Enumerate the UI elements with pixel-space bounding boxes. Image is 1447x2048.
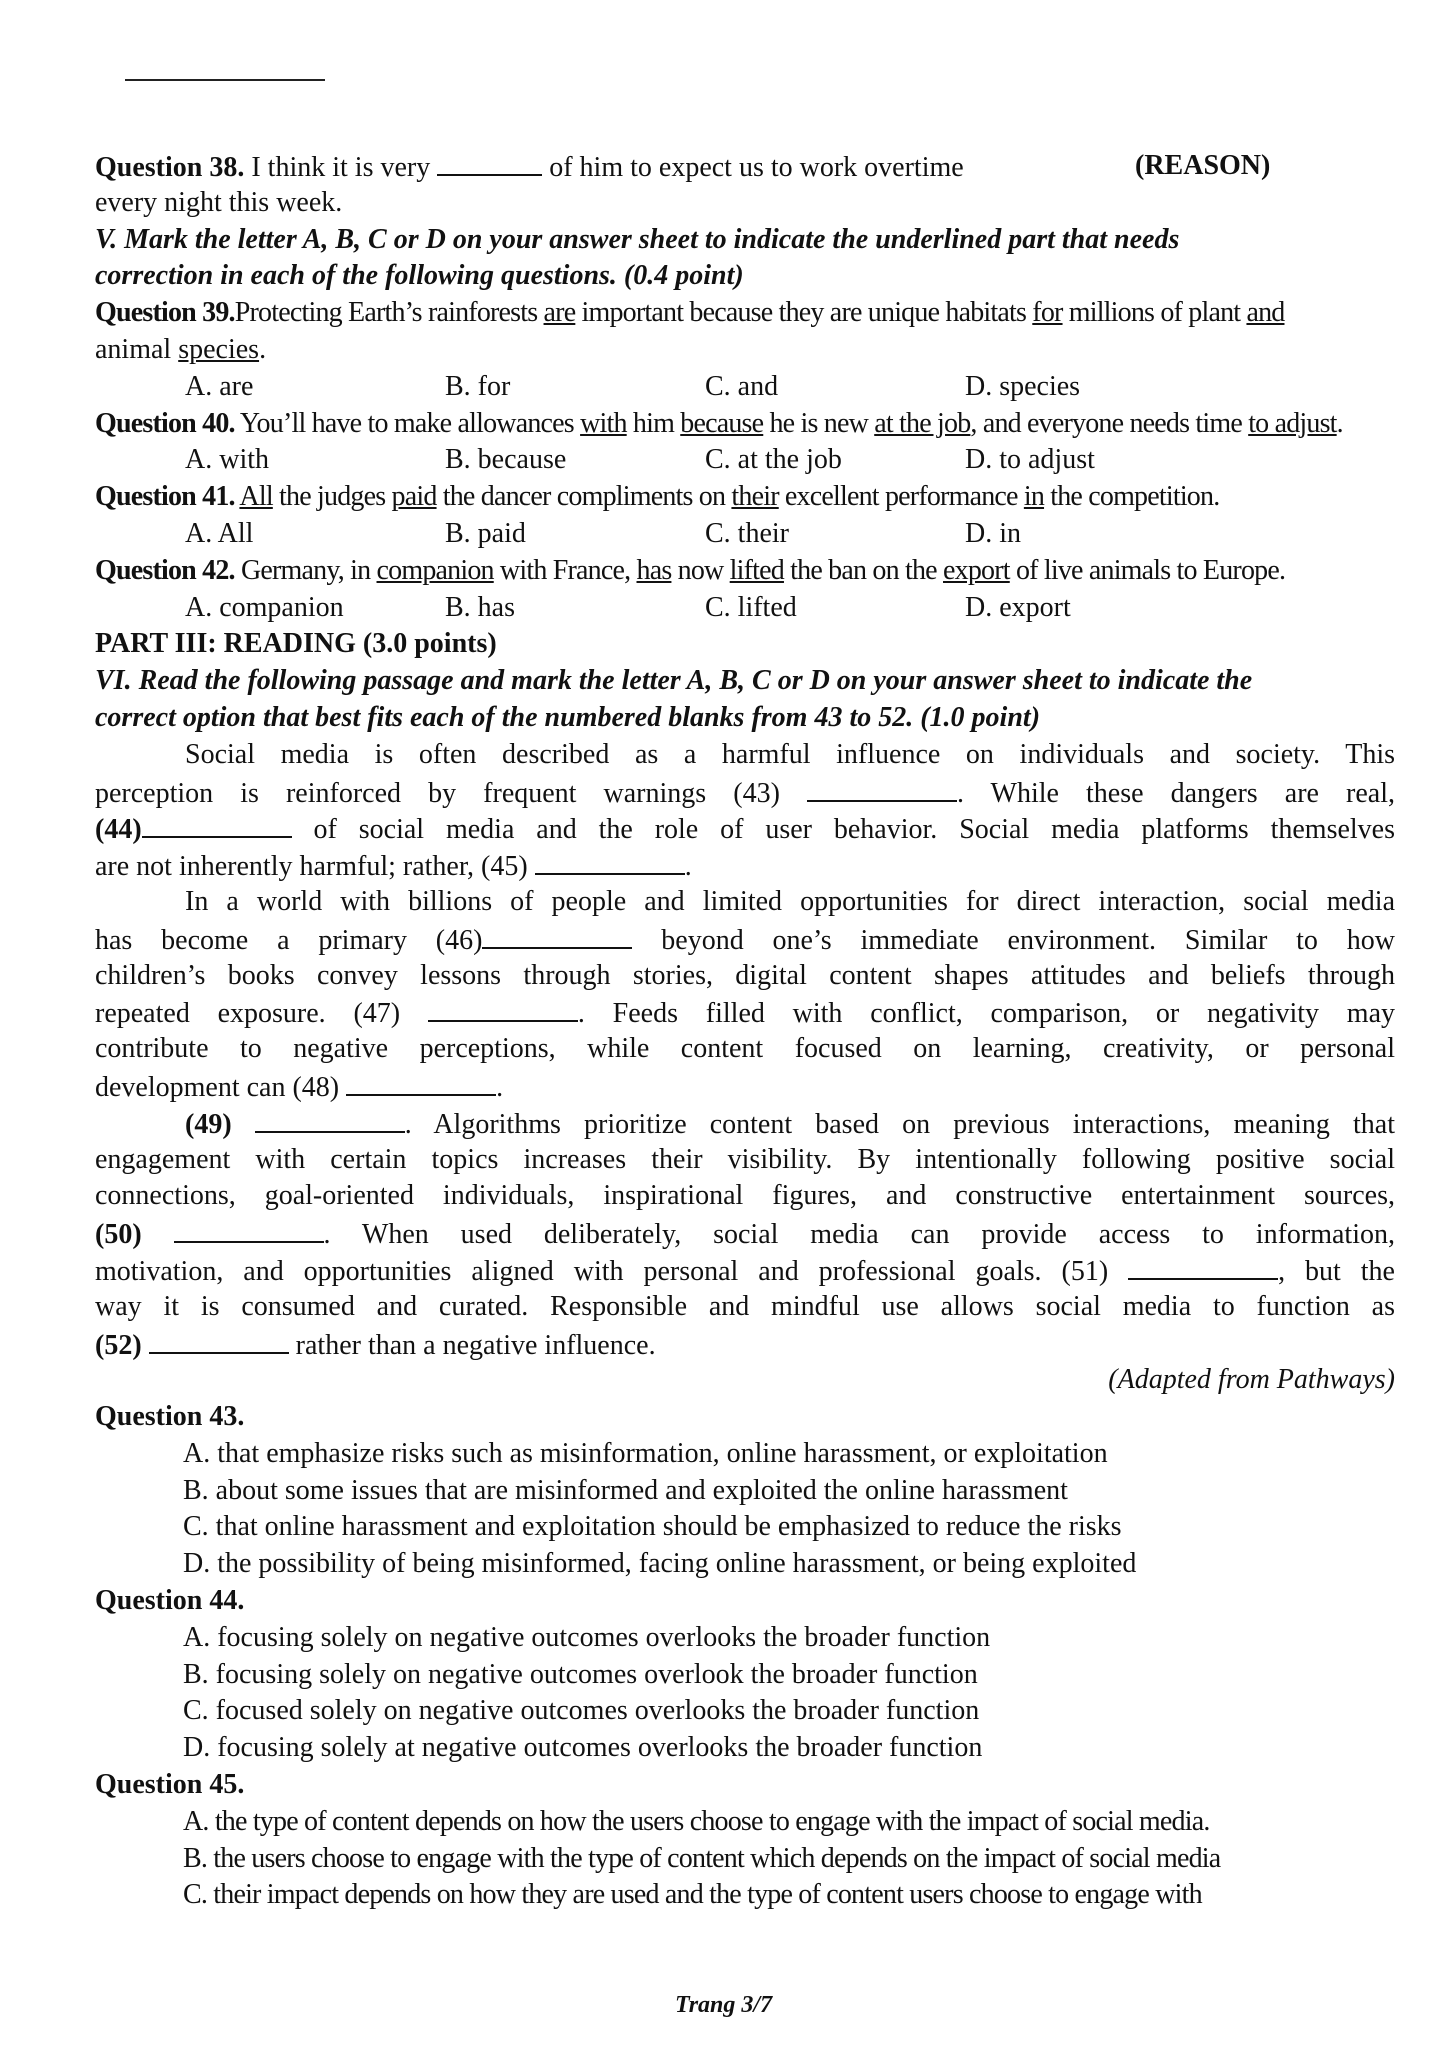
question-42-line (95, 553, 1395, 590)
passage-text: has become a primary (46) (95, 924, 483, 956)
q42-text: of live animals to Europe. (1009, 554, 1286, 586)
option-d[interactable]: D. focusing solely at negative outcomes overlooks the broader function (183, 1732, 983, 1764)
option-a[interactable]: A. are (185, 370, 254, 402)
q39-text: . (259, 333, 267, 365)
q40-underline-d: to adjust (1248, 407, 1337, 439)
word-form-hint: (REASON) (1135, 150, 1271, 181)
option-a[interactable]: A. the type of content depends on how the users choose to engage with the impact of social media. (183, 1805, 1210, 1837)
option-a[interactable]: A. that emphasize risks such as misinformation, online harassment, or exploitation (183, 1437, 1108, 1469)
section-6-instruction-2: correct option that best fits each of the numbered blanks from 43 to 52. (1.0 point) (95, 701, 1041, 733)
question-40-options (95, 442, 1395, 479)
answer-blank-51[interactable] (1128, 1252, 1278, 1280)
passage-text: beyond one’s immediate environment. Similar to how (632, 924, 1395, 956)
passage-p2-line-3: children’s books convey lessons through stories, digital content shapes attitudes and beliefs through (95, 959, 1395, 991)
q42-underline-a: companion (376, 554, 494, 586)
question-42-label: Question 42. (95, 554, 235, 586)
passage-source: (Adapted from Pathways) (1108, 1364, 1395, 1396)
question-39-line-2 (95, 332, 1395, 369)
question-38-text-a: I think it is very (244, 152, 438, 183)
blank-number-44: (44) (95, 814, 142, 846)
option-c[interactable]: C. their impact depends on how they are used and the type of content users choose to engage with (183, 1879, 1202, 1911)
answer-blank-44[interactable] (142, 810, 292, 838)
question-38-label: Question 38. (95, 152, 245, 183)
q42-text: with France, (493, 554, 637, 586)
question-39-label: Question 39. (95, 297, 235, 329)
q39-text: Protecting Earth’s rainforests (234, 297, 544, 329)
passage-text: development can (48) (95, 1071, 347, 1103)
passage-text: . Feeds filled with conflict, comparison, or negativity may (577, 998, 1395, 1030)
option-c[interactable]: C. that online harassment and exploitation should be emphasized to reduce the risks (183, 1511, 1122, 1543)
option-b[interactable]: B. the users choose to engage with the type of content which depends on the impact of social media (183, 1842, 1221, 1874)
question-45-label: Question 45. (95, 1769, 245, 1801)
q41-underline-a: All (239, 481, 273, 513)
option-b[interactable]: B. because (445, 444, 567, 476)
passage-p3-line-5 (95, 1252, 1395, 1289)
blank-number-50: (50) (95, 1219, 174, 1251)
q40-text: . (1336, 407, 1343, 439)
passage-text: . While these dangers are real, (956, 777, 1395, 809)
exam-page (95, 148, 1395, 1914)
q40-text: he is new (763, 407, 875, 439)
passage-p3-line-4 (95, 1215, 1395, 1252)
option-c[interactable]: C. their (705, 517, 789, 549)
option-d[interactable]: D. export (965, 591, 1071, 623)
page-number: Trang 3/7 (674, 1992, 773, 2018)
option-c[interactable]: C. focused solely on negative outcomes overlooks the broader function (183, 1695, 980, 1727)
section-6-instruction-1: VI. Read the following passage and mark the letter A, B, C or D on your answer sheet to indicate the (95, 665, 1253, 697)
blank-number-49: (49) (185, 1108, 255, 1140)
q42-underline-b: has (636, 554, 672, 586)
option-d[interactable]: D. the possibility of being misinformed, facing online harassment, or being exploited (183, 1548, 1137, 1580)
passage-text: , but the (1278, 1255, 1395, 1287)
q41-text: excellent performance (778, 481, 1024, 513)
option-c[interactable]: C. lifted (705, 591, 797, 623)
q42-text: now (671, 554, 730, 586)
question-43-label: Question 43. (95, 1401, 245, 1433)
passage-p1-line-1: Social media is often described as a harmful influence on individuals and society. This (185, 738, 1395, 770)
answer-blank-52[interactable] (149, 1326, 289, 1354)
q40-text: , and everyone needs time (970, 407, 1249, 439)
section-5-instruction-2: correction in each of the following questions. (0.4 point) (95, 260, 744, 292)
passage-text: . When used deliberately, social media can provide access to information, (323, 1219, 1395, 1251)
q39-underline-d: species (178, 333, 260, 365)
passage-text: of social media and the role of user behavior. Social media platforms themselves (291, 814, 1395, 846)
answer-blank-47[interactable] (428, 994, 578, 1022)
option-a[interactable]: A. with (185, 444, 269, 476)
passage-text: rather than a negative influence. (288, 1329, 656, 1361)
question-41-line (95, 479, 1395, 516)
passage-p1-line-2 (95, 774, 1395, 811)
passage-text: motivation, and opportunities aligned with personal and professional goals. (51) (95, 1255, 1129, 1287)
passage-p2-line-1: In a world with billions of people and limited opportunities for direct interaction, social media (185, 885, 1395, 917)
option-b[interactable]: B. focusing solely on negative outcomes overlook the broader function (183, 1658, 978, 1690)
passage-text: perception is reinforced by frequent warnings (43) (95, 777, 807, 809)
passage-p2-line-6 (95, 1068, 1395, 1105)
question-38-text-b: of him to expect us to work overtime (542, 152, 964, 183)
part-3-heading: PART III: READING (3.0 points) (95, 628, 497, 660)
passage-p3-line-1 (95, 1105, 1395, 1142)
passage-p3-line-2: engagement with certain topics increases their visibility. By intentionally following positive social (95, 1143, 1395, 1175)
passage-text: repeated exposure. (47) (95, 998, 428, 1030)
q42-underline-d: export (943, 554, 1010, 586)
q39-text: animal (95, 333, 179, 365)
q41-text: the competition. (1044, 481, 1220, 513)
answer-blank-38[interactable] (437, 148, 542, 176)
q41-underline-d: in (1023, 481, 1045, 513)
option-a[interactable]: A. All (185, 517, 254, 549)
q39-text: important because they are unique habitats (575, 297, 1033, 329)
section-5-instruction-1: V. Mark the letter A, B, C or D on your answer sheet to indicate the underlined part that needs (95, 223, 1180, 255)
q41-underline-b: paid (391, 481, 437, 513)
q39-underline-c: and (1246, 297, 1285, 329)
option-a[interactable]: A. focusing solely on negative outcomes overlooks the broader function (183, 1621, 991, 1653)
question-39-options (95, 369, 1395, 406)
question-41-label: Question 41. (95, 481, 235, 513)
q40-text: You’ll have to make allowances (234, 407, 581, 439)
passage-p2-line-2 (95, 921, 1395, 958)
option-c[interactable]: C. and (705, 370, 779, 402)
question-39-line-1 (95, 295, 1395, 332)
question-40-line (95, 406, 1395, 443)
passage-p3-line-6: way it is consumed and curated. Responsible and mindful use allows social media to function as (95, 1290, 1395, 1322)
passage-p2-line-4 (95, 994, 1395, 1031)
answer-blank-49[interactable] (255, 1105, 405, 1133)
answer-blank-48[interactable] (346, 1068, 496, 1096)
q42-underline-c: lifted (729, 554, 784, 586)
q41-text: the judges (272, 481, 392, 513)
passage-p1-line-4 (95, 847, 1395, 884)
option-b[interactable]: B. about some issues that are misinformed and exploited the online harassment (183, 1474, 1068, 1506)
q39-underline-b: for (1032, 297, 1063, 329)
option-b[interactable]: B. has (445, 591, 515, 623)
q39-underline-a: are (543, 297, 576, 329)
question-44-label: Question 44. (95, 1585, 245, 1617)
q41-text: the dancer compliments on (436, 481, 732, 513)
option-a[interactable]: A. companion (185, 591, 344, 623)
header-rule (125, 79, 325, 81)
passage-p2-line-5: contribute to negative perceptions, while content focused on learning, creativity, or personal (95, 1033, 1395, 1065)
option-b[interactable]: B. for (445, 370, 511, 402)
passage-p3-line-7 (95, 1326, 1395, 1363)
q40-underline-a: with (580, 407, 627, 439)
q40-underline-c: at the job (874, 407, 971, 439)
answer-blank-46[interactable] (482, 921, 632, 949)
q42-text: Germany, in (234, 554, 377, 586)
option-d[interactable]: D. to adjust (965, 444, 1095, 476)
option-c[interactable]: C. at the job (705, 444, 842, 476)
q40-underline-b: because (680, 407, 764, 439)
answer-blank-45[interactable] (535, 847, 685, 875)
passage-p3-line-3: connections, goal-oriented individuals, inspirational figures, and constructive entertainment sources, (95, 1180, 1395, 1212)
question-38-line-1 (95, 148, 1395, 185)
question-41-options (95, 516, 1395, 553)
answer-blank-43[interactable] (807, 774, 957, 802)
answer-blank-50[interactable] (174, 1215, 324, 1243)
passage-text: . Algorithms prioritize content based on previous interactions, meaning that (404, 1108, 1395, 1140)
passage-p1-line-3 (95, 810, 1395, 847)
q41-underline-c: their (731, 481, 779, 513)
q40-text: him (626, 407, 681, 439)
q42-text: the ban on the (783, 554, 944, 586)
passage-text: . (496, 1071, 504, 1103)
question-42-options (95, 590, 1395, 627)
option-b[interactable]: B. paid (445, 517, 526, 549)
option-d[interactable]: D. species (965, 370, 1081, 402)
question-40-label: Question 40. (95, 407, 235, 439)
passage-text: . (684, 851, 692, 883)
passage-text: are not inherently harmful; rather, (45) (95, 851, 535, 883)
option-d[interactable]: D. in (965, 517, 1021, 549)
q39-text: millions of plant (1062, 297, 1247, 329)
question-38-line-2: every night this week. (95, 186, 343, 218)
blank-number-52: (52) (95, 1329, 149, 1361)
